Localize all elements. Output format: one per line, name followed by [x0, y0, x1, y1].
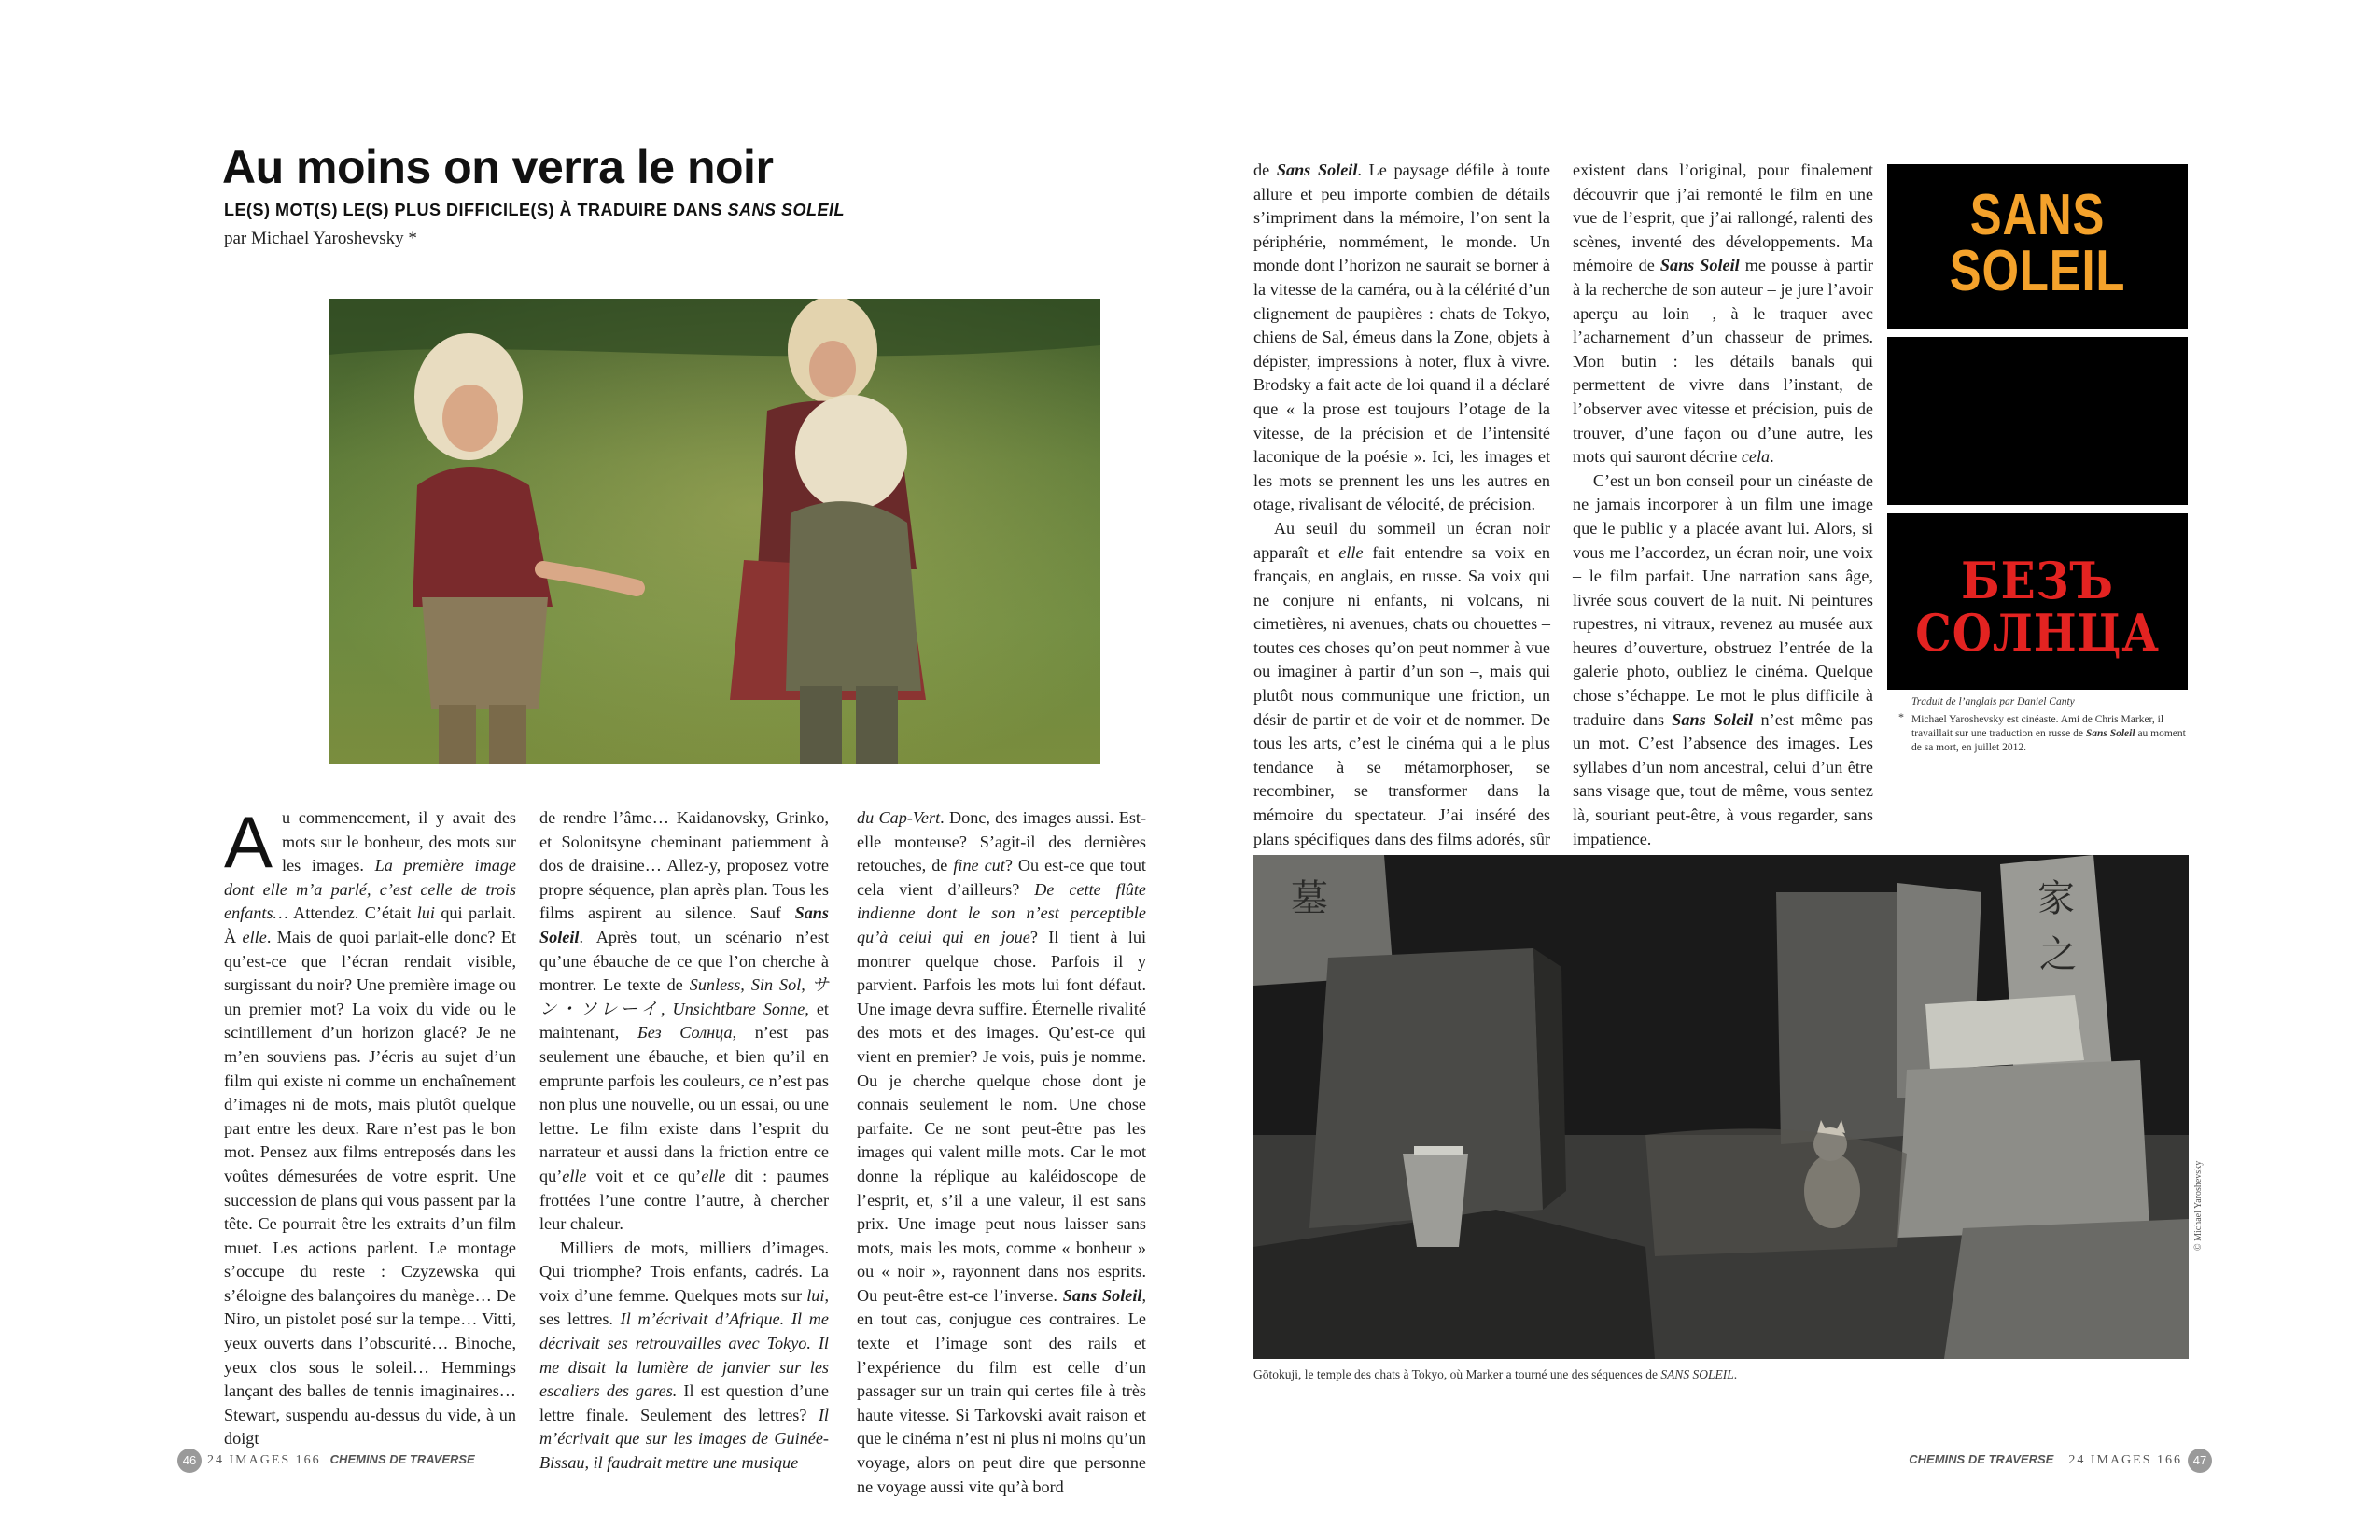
col2-italic: elle	[562, 1166, 587, 1185]
footer-left	[177, 1449, 475, 1473]
author-bio	[1911, 713, 2191, 755]
text-column-4	[1253, 159, 1550, 875]
col3-italic: De cette flûte indienne dont le son n’est perceptible qu’à celui qui en joue	[857, 879, 1146, 946]
poster-title-line1: SANS	[1969, 183, 2106, 247]
film-title: Sans Soleil	[2085, 728, 2135, 739]
col2-italic: lui	[806, 1285, 825, 1305]
section-name: CHEMINS DE TRAVERSE	[1909, 1452, 2054, 1467]
col5-text: me pousse à partir à la recherche de son auteur – je jure l’avoir aperçu au loin –, à le traquer avec l’acharnement d’un chasseur de primes. Mon butin : les détails banals qui permettent de vivre dans l’instant, de l’observer avec vitesse et précision, puis de trouver, d’une façon ou d’une autre, les mots qui sauront décrire	[1573, 256, 1874, 467]
article-subtitle	[224, 201, 845, 220]
col1-italic: La première image dont elle m’a parlé, c’est celle de trois enfants…	[224, 856, 516, 923]
byline: par Michael Yaroshevsky *	[224, 229, 417, 248]
photo-credit: © Michael Yaroshevsky	[2193, 1160, 2204, 1251]
drop-cap: A	[224, 801, 273, 883]
subtitle-text: LE(S) MOT(S) LE(S) PLUS DIFFICILE(S) À TRADUIRE DANS	[224, 201, 728, 219]
col3-italic: du Cap-Vert	[857, 808, 941, 827]
poster-title-ru-line1: БЕЗЪ	[1961, 551, 2114, 610]
col2-text: voit et ce qu’	[586, 1166, 702, 1185]
poster-panel-russian	[1887, 513, 2188, 690]
col3-italic: fine cut	[953, 856, 1005, 875]
col2-text: Milliers de mots, milliers d’images. Qui triomphe? Trois enfants, cadrés. La voix d’une femme. Quelques mots sur	[539, 1238, 829, 1305]
col1-text: u commencement, il y avait des mots sur le bonheur, des mots sur les images.	[282, 808, 516, 875]
col4-text: Au seuil du sommeil un écran noir apparaît et	[1253, 518, 1550, 562]
col2-text: dit : paumes frottées l’une contre l’autre, à chercher leur chaleur.	[539, 1166, 830, 1234]
col1-text: Attendez. C’était	[287, 903, 417, 923]
col5-text: existent dans l’original, pour finalement découvrir que j’ai remonté le film en une vue de l’esprit, que j’ai rallongé, ralenti des scènes, inventé des développements. Ma mémoire de	[1573, 161, 1873, 275]
poster-title-line2: SOLEIL	[1949, 239, 2126, 303]
col2-italic: Sunless, Sin Sol, サン・ソレーイ, Unsichtbare Sonne,	[539, 975, 829, 1018]
caption-text: Gōtokuji, le temple des chats à Tokyo, où Marker a tourné une des séquences de	[1253, 1367, 1661, 1381]
col4-text: de	[1253, 161, 1277, 179]
col3-text: ? Il tient à lui montrer quelque chose. Parfois il y parvient. Parfois les mots lui font défaut. Une image devra suffire. Éternelle rivalité des mots et des images. Qu’est-ce qui vient en premier? Je vois, puis je nomme. Ou je cherche quelque chose dont je connais seulement le nom. Une chose parfaite. Ce ne sont peut-être pas les images qui valent mille mots. Car le mot donne la réplique au kaléidoscope de l’esprit, et, s’il a une valeur, il est sans prix. Une image peut nous laisser sans mots, mais les mots, comme « bonheur » ou « noir », rayonnent dans nos esprits. Ou peut-être est-ce l’inverse.	[857, 927, 1146, 1305]
bio-text: au moment de sa mort, en juillet 2012.	[1911, 728, 2186, 753]
svg-text:之: 之	[2039, 933, 2077, 976]
text-column-5	[1573, 159, 1873, 875]
children-photo	[329, 299, 1100, 764]
subtitle-film: SANS SOLEIL	[727, 201, 845, 219]
text-column-1	[224, 801, 516, 1451]
col4-text: . Le paysage défile à toute allure et peu importe combien de détails s’impriment dans la mémoire, l’on sent la périphérie, nommément, le monde. Un monde dont l’horizon ne saurait se borner à la vitesse de la caméra, ou à la célérité d’un clignement de paupières : chats de Tokyo, chiens de Sal, émeus dans la Zone, objets à dépister, impressions à noter, flux à vivre. Brodsky a fait acte de loi quand il a déclaré que « la prose est toujours l’otage de la vitesse, de la précision et de l’intensité laconique de la poésie ». Ici, les images et les mots se prennent les uns les autres en otage, rivalisant de vélocité, de précision.	[1253, 161, 1551, 514]
col4-italic: elle	[1338, 542, 1364, 562]
svg-text:家: 家	[2037, 877, 2075, 920]
magazine-issue: 24 IMAGES 166	[207, 1453, 321, 1468]
footer-right	[1909, 1449, 2212, 1473]
col1-italic: lui	[416, 903, 435, 923]
col2-text: Il est question d’une lettre finale. Seulement des lettres?	[539, 1381, 830, 1424]
svg-text:墓: 墓	[1291, 877, 1328, 920]
film-title: Sans Soleil	[1062, 1285, 1142, 1305]
film-title: Sans Soleil	[1659, 256, 1740, 275]
col2-text: et maintenant,	[539, 999, 829, 1043]
col1-text: qui parlait. À	[224, 903, 516, 946]
magazine-issue: 24 IMAGES 166	[2068, 1453, 2182, 1468]
article-title: Au moins on verra le noir	[222, 141, 774, 193]
col1-italic: elle	[242, 927, 267, 946]
poster-panel-title	[1887, 164, 2188, 329]
col5-italic: cela	[1741, 447, 1771, 467]
col2-italic: Il m’écrivait d’Afrique. Il me décrivait ses retrouvailles avec Tokyo. Il me disait la lumière de janvier sur les escaliers des gares.	[539, 1309, 829, 1401]
film-title: Sans Soleil	[1672, 709, 1754, 729]
section-name: CHEMINS DE TRAVERSE	[329, 1452, 475, 1467]
col3-text: ? Ou est-ce que tout cela vient d’ailleurs?	[857, 856, 1146, 899]
col2-text: de rendre l’âme… Kaidanovsky, Grinko, et Solonitsyne cheminant patiemment à dos de draisine… Allez-y, proposez votre propre séquence, plan après plan. Tous les films aspirent au silence. Sauf	[539, 808, 829, 923]
col2-text: , n’est pas seulement une ébauche, et bien qu’il en emprunte parfois les couleurs, ce n’est pas non plus une nouvelle, ou un essai, ou une lettre. Le film existe dans l’esprit du narrateur et aussi dans la friction entre ce qu’	[539, 1023, 829, 1185]
poster-title-ru-line2: СОЛНЦА	[1915, 603, 2160, 663]
page-number: 47	[2188, 1449, 2212, 1473]
translator-credit: Traduit de l’anglais par Daniel Canty	[1911, 696, 2075, 707]
cemetery-cat-photo	[1253, 855, 2189, 1359]
col5-text: .	[1770, 447, 1774, 467]
col2-italic: elle	[701, 1166, 726, 1185]
bio-text: Michael Yaroshevsky est cinéaste. Ami de Chris Marker, il travaillait sur une traduction en russe de	[1911, 714, 2164, 739]
text-column-2	[539, 806, 829, 1476]
text-column-3	[857, 806, 1146, 1499]
film-title: Sans Soleil	[1276, 161, 1358, 179]
author-note	[1898, 695, 2191, 755]
col2-text: , ses lettres.	[539, 1285, 829, 1329]
col4-text: fait entendre sa voix en français, en anglais, en russe. Sa voix qui ne conjure ni enfants, ni volcans, ni cimetières, ni avenues, chats ou chouettes – toutes ces choses qu’on peut nommer à vue ou imaginer à partir d’un son –, mais qui plutôt nous communique une friction, un désir de partir et de voir et de nommer. De tous les arts, c’est le cinéma qui a le plus tendance à se métamorphoser, se recombiner, se transformer dans la mémoire du spectateur. J’ai inséré des plans spécifiques dans des films adorés, sûr	[1253, 542, 1550, 848]
sans-soleil-poster	[1887, 164, 2188, 690]
footnote-star: *	[1898, 710, 1904, 723]
col5-text: C’est un bon conseil pour un cinéaste de ne jamais incorporer à un film une image que le public y a placée avant lui. Alors, si vous me l’accordez, un écran noir, une voix – le film parfait. Une narration sans âge, livrée sous couvert de la nuit. Ni peintures rupestres, ni vitraux, revenez au musée aux heures d’ouverture, obstruez l’entrée de la galerie photo, oubliez le cinéma. Quelque chose s’échappe. Le mot le plus difficile à traduire dans	[1573, 470, 1873, 729]
col2-text: . Après tout, un scénario n’est qu’une ébauche de ce que l’on cherche à montrer. Le texte de	[539, 927, 829, 995]
col3-text: , en tout cas, conjugue ces contraires. Le texte et l’image sont des rails et l’expérience du film est celle d’un passager sur un train qui certes file à très haute vitesse. Si Tarkovski avait raison et que le cinéma n’est ni plus ni moins qu’un voyage, alors on peut dire que personne ne voyage aussi vite qu’à bord	[857, 1285, 1147, 1496]
photo-caption	[1253, 1367, 1737, 1382]
col2-italic: Без Солнца	[637, 1023, 733, 1043]
col2-italic: Il m’écrivait que sur les images de Guinée-Bissau, il faudrait mettre une musique	[539, 1405, 829, 1473]
col3-text: . Donc, des images aussi. Est-elle monteuse? S’agit-il des dernières retouches, de	[857, 808, 1147, 875]
col1-text: . Mais de quoi parlait-elle donc? Et qu’est-ce que l’écran rendait visible, surgissant du noir? Une première image ou un premier mot? La voix du vide ou le scintillement d’un horizon glacé? Je ne m’en souviens pas. J’écris au sujet d’un film qui existe ni comme un enchaînement d’images ni de mots, mais plutôt quelque part entre les deux. Rare n’est pas le bon mot. Pensez aux films entreposés dans les voûtes démesurées de votre esprit. Une succession de plans qui vous passent par la tête. Ce pourrait être les extraits d’un film muet. Les actions parlent. Le montage s’occupe du reste : Czyzewska qui s’éloigne des balançoires du manège… De Niro, un pistolet posé sur la tempe… Vitti, yeux ouverts dans l’obscurité… Binoche, yeux clos sous le soleil… Hemmings lançant des balles de tennis imaginaires… Stewart, suspendu au-dessus du vide, à un doigt	[224, 927, 516, 1449]
col5-text: n’est même pas un mot. C’est l’absence des images. Les syllabes d’un nom ancestral, celui d’un être sans visage que, tout de même, vous sentez là, souriant peut-être, à vous regarder, sans impatience.	[1573, 709, 1873, 848]
page-number: 46	[177, 1449, 202, 1473]
poster-panel-blank	[1887, 337, 2188, 505]
caption-film: SANS SOLEIL	[1660, 1367, 1734, 1381]
caption-end: .	[1733, 1367, 1738, 1381]
film-title: Sans Soleil	[539, 903, 829, 946]
